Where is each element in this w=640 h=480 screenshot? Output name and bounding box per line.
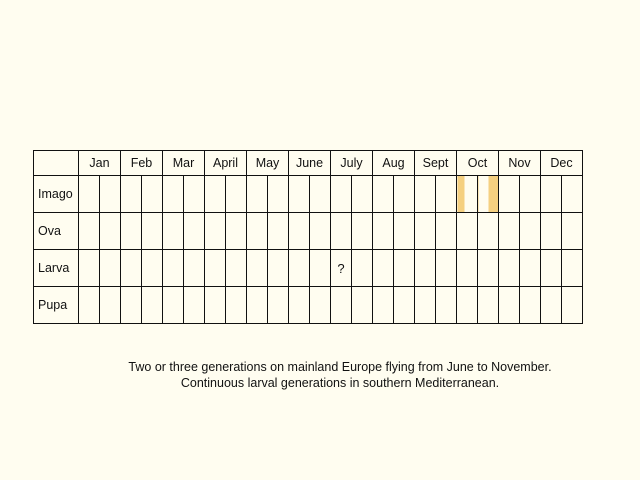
half-month-cell [247,213,268,250]
half-month-cell [562,213,583,250]
half-month-cell [457,213,478,250]
uncertain-mark: ? [331,250,352,287]
half-month-cell [163,287,184,324]
half-month-cell [268,213,289,250]
half-month-cell [184,176,205,213]
month-header: Feb [121,151,163,176]
month-header: Aug [373,151,415,176]
half-month-cell [373,176,394,213]
half-month-cell [499,213,520,250]
month-header: Nov [499,151,541,176]
stage-label: Pupa [34,287,79,324]
month-header: Oct [457,151,499,176]
caption [80,359,600,391]
half-month-cell [436,213,457,250]
half-month-cell [205,287,226,324]
stage-label: Ova [34,213,79,250]
half-month-cell [352,176,373,213]
month-header: July [331,151,373,176]
half-month-cell [121,250,142,287]
half-month-cell [79,213,100,250]
half-month-cell [184,213,205,250]
half-month-cell [226,176,247,213]
half-month-cell [142,176,163,213]
half-month-cell [541,250,562,287]
half-month-cell [415,250,436,287]
month-header: Jan [79,151,121,176]
half-month-cell [142,213,163,250]
half-month-cell [478,250,499,287]
half-month-cell [394,250,415,287]
half-month-cell [184,287,205,324]
half-month-cell [79,176,100,213]
half-month-cell [352,287,373,324]
flight-period-cell [457,176,478,213]
half-month-cell [499,176,520,213]
half-month-cell [163,213,184,250]
half-month-cell [289,250,310,287]
half-month-cell [205,176,226,213]
half-month-cell [331,213,352,250]
half-month-cell [79,250,100,287]
half-month-cell [310,287,331,324]
month-header: May [247,151,289,176]
half-month-cell [373,287,394,324]
half-month-cell [79,287,100,324]
month-header-row [34,151,583,176]
half-month-cell [562,176,583,213]
header-corner [34,151,79,176]
half-month-cell [415,213,436,250]
stage-row-ova [34,213,583,250]
half-month-cell [268,287,289,324]
half-month-cell [289,287,310,324]
flight-period-cell [478,176,499,213]
half-month-cell [541,213,562,250]
caption-line-2: Continuous larval generations in southern Mediterranean. [180,376,500,390]
month-header: Mar [163,151,205,176]
half-month-cell [520,213,541,250]
half-month-cell [100,250,121,287]
half-month-cell [226,250,247,287]
half-month-cell [436,287,457,324]
half-month-cell [121,287,142,324]
half-month-cell [457,250,478,287]
stage-label: Larva [34,250,79,287]
half-month-cell [247,287,268,324]
stage-row-imago [34,176,583,213]
half-month-cell [142,287,163,324]
half-month-cell [184,250,205,287]
half-month-cell [310,176,331,213]
half-month-cell [226,213,247,250]
half-month-cell [121,176,142,213]
half-month-cell [478,213,499,250]
half-month-cell [352,250,373,287]
stage-row-pupa [34,287,583,324]
half-month-cell [457,287,478,324]
half-month-cell [520,287,541,324]
half-month-cell [562,287,583,324]
half-month-cell [394,287,415,324]
life-cycle-calendar [33,150,583,324]
half-month-cell [163,250,184,287]
half-month-cell [121,213,142,250]
half-month-cell [100,213,121,250]
half-month-cell [310,213,331,250]
half-month-cell [436,176,457,213]
half-month-cell [373,213,394,250]
half-month-cell [205,250,226,287]
half-month-cell [310,250,331,287]
half-month-cell [247,176,268,213]
half-month-cell [226,287,247,324]
half-month-cell [541,176,562,213]
half-month-cell [247,250,268,287]
month-header: June [289,151,331,176]
caption-line-1: Two or three generations on mainland Europe flying from June to November. [128,360,552,374]
half-month-cell [268,176,289,213]
half-month-cell [562,250,583,287]
month-header: Dec [541,151,583,176]
half-month-cell [331,176,352,213]
half-month-cell [373,250,394,287]
half-month-cell [478,287,499,324]
half-month-cell [331,287,352,324]
half-month-cell [520,176,541,213]
month-header: April [205,151,247,176]
half-month-cell [100,176,121,213]
half-month-cell [205,213,226,250]
half-month-cell [163,176,184,213]
half-month-cell [268,250,289,287]
half-month-cell [394,213,415,250]
half-month-cell [520,250,541,287]
half-month-cell [499,250,520,287]
half-month-cell [289,213,310,250]
half-month-cell [436,250,457,287]
month-header: Sept [415,151,457,176]
half-month-cell [289,176,310,213]
half-month-cell [541,287,562,324]
stage-label: Imago [34,176,79,213]
half-month-cell [415,176,436,213]
half-month-cell [415,287,436,324]
half-month-cell [394,176,415,213]
half-month-cell [100,287,121,324]
half-month-cell [142,250,163,287]
stage-row-larva [34,250,583,287]
half-month-cell [499,287,520,324]
half-month-cell [352,213,373,250]
